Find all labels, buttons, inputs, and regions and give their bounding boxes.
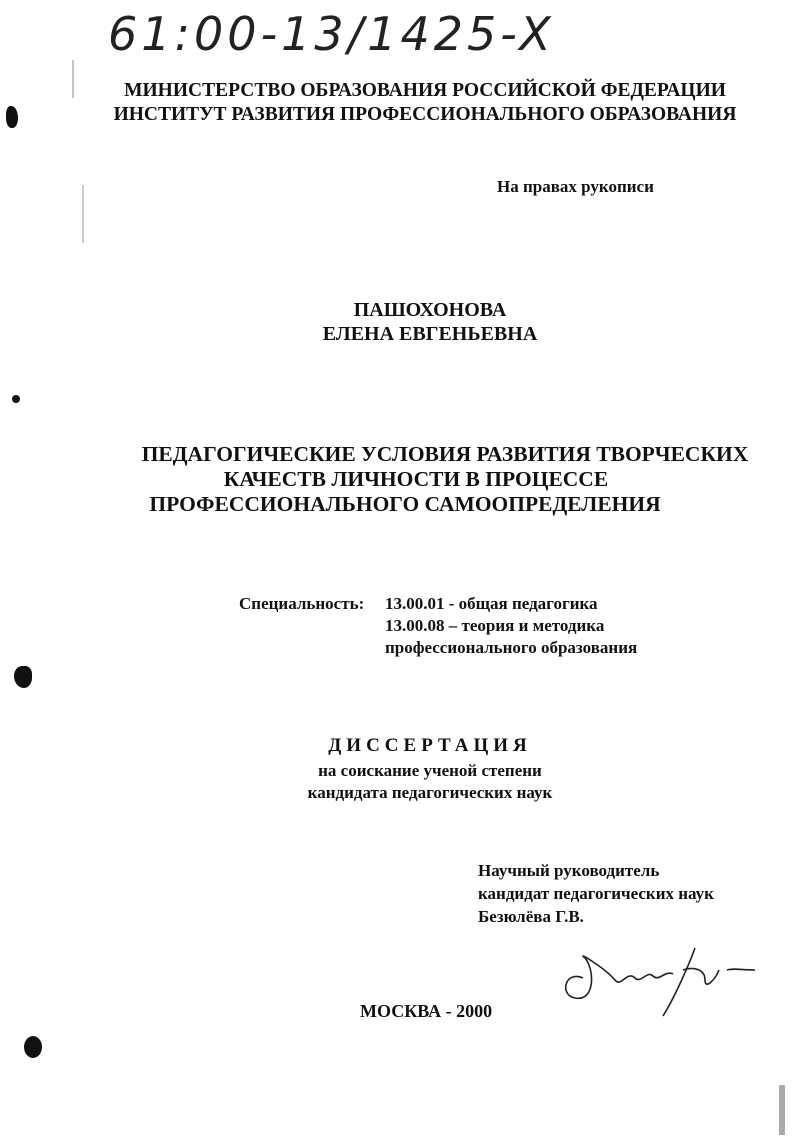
binding-hole-mark — [6, 106, 18, 128]
specialty-item: 13.00.08 – теория и методика — [385, 616, 605, 635]
degree-statement — [230, 760, 630, 804]
title-line: ПЕДАГОГИЧЕСКИЕ УСЛОВИЯ РАЗВИТИЯ ТВОРЧЕСКИХ — [141, 442, 749, 466]
author-block — [230, 298, 630, 346]
title-line: КАЧЕСТВ ЛИЧНОСТИ В ПРОЦЕССЕ — [223, 467, 609, 491]
author-given-names: ЕЛЕНА ЕВГЕНЬЕВНА — [322, 323, 538, 345]
supervisor-role: Научный руководитель — [478, 861, 660, 880]
degree-line: на соискание ученой степени — [318, 761, 542, 780]
institute-name: ИНСТИТУТ РАЗВИТИЯ ПРОФЕССИОНАЛЬНОГО ОБРАЗОВАНИЯ — [113, 104, 737, 125]
scan-speck — [72, 60, 74, 98]
specialty-list — [385, 593, 637, 659]
author-surname: ПАШОХОНОВА — [353, 299, 507, 321]
rights-note: На правах рукописи — [497, 177, 654, 196]
supervisor-name: Безюлёва Г.В. — [478, 907, 584, 926]
degree-line: кандидата педагогических наук — [307, 783, 553, 802]
binding-hole-mark — [14, 666, 32, 688]
ministry-name: МИНИСТЕРСТВО ОБРАЗОВАНИЯ РОССИЙСКОЙ ФЕДЕРАЦИИ — [124, 80, 726, 101]
binding-hole-mark — [12, 395, 20, 403]
binding-hole-mark — [24, 1036, 42, 1058]
city-year: МОСКВА - 2000 — [360, 1001, 493, 1021]
dissertation-title — [100, 442, 790, 517]
archive-code: 61:00-13/1425-X — [108, 7, 555, 61]
specialty-item: 13.00.01 - общая педагогика — [385, 594, 598, 613]
specialty-label: Специальность: — [239, 594, 365, 613]
handwritten-signature — [555, 940, 765, 1020]
specialty-item-continued: профессионального образования — [385, 638, 638, 657]
ministry-heading — [100, 79, 750, 127]
scan-speck — [82, 185, 84, 243]
title-line: ПРОФЕССИОНАЛЬНОГО САМООПРЕДЕЛЕНИЯ — [149, 492, 661, 516]
dissertation-heading: ДИССЕРТАЦИЯ — [328, 735, 532, 756]
scan-speck — [779, 1085, 785, 1135]
supervisor-block — [478, 859, 714, 928]
supervisor-degree: кандидат педагогических наук — [478, 884, 714, 903]
